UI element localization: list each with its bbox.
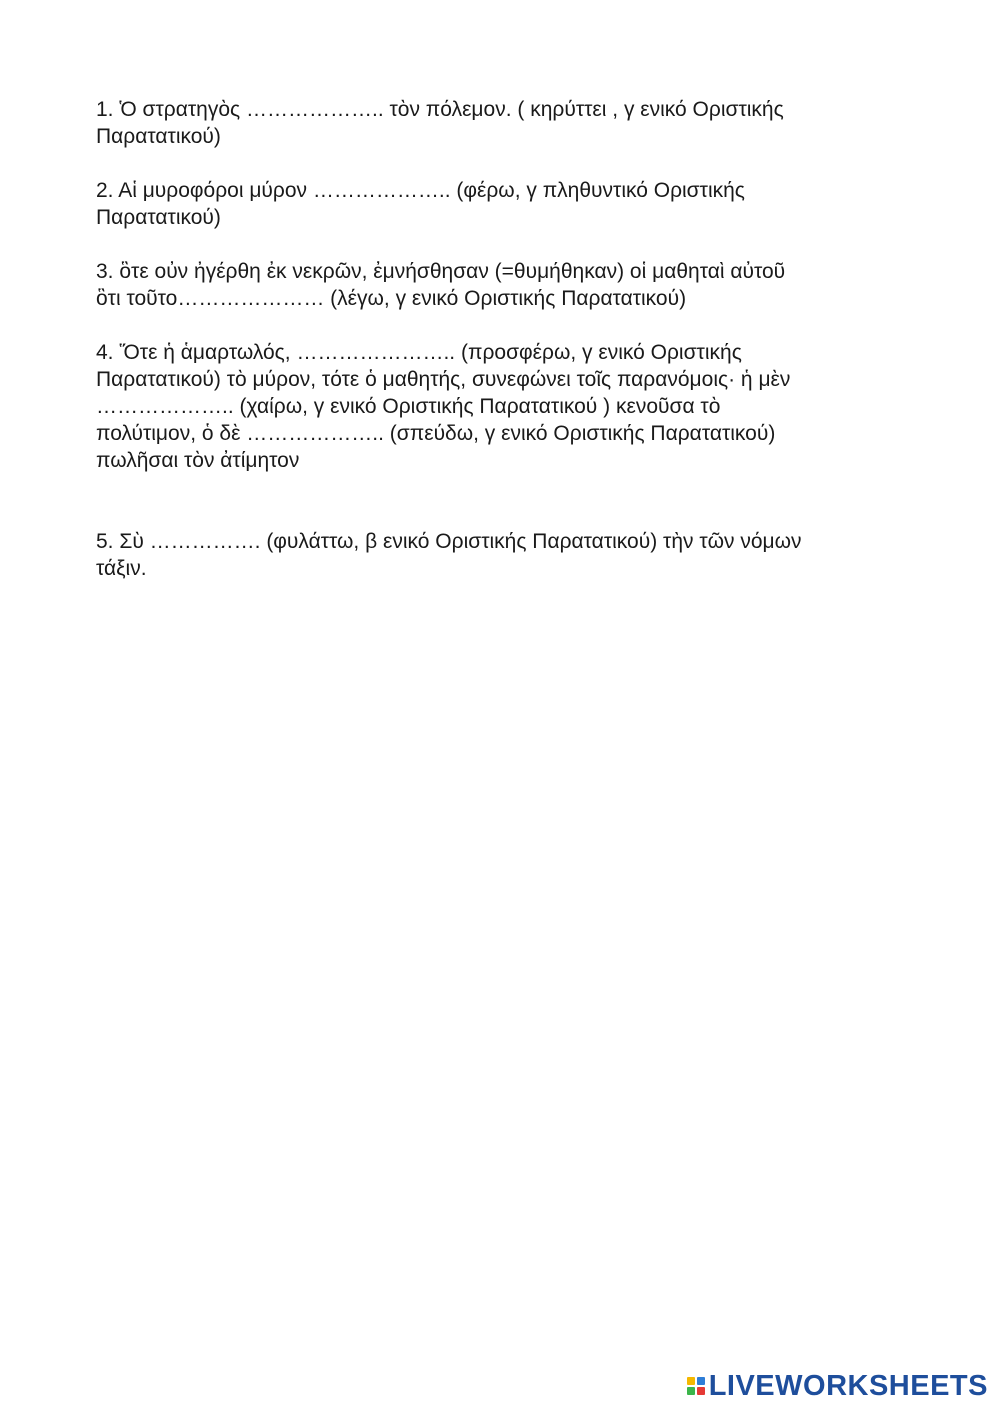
logo-square-green	[687, 1387, 695, 1395]
exercise-4: 4. Ὅτε ἡ ἁμαρτωλός, ………………….. (προσφέρω, γ ενικό Οριστικής Παρατατικού) τὸ μύρον, τότε ὁ μαθητής, συνεφώνει τοῖς παρανόμοις· ἡ μὲν ……………….. (χαίρω, γ ενικό Οριστικής Παρατατικού ) κενοῦσα τὸ πολύτιμον, ὁ δὲ ……………….. (σπεύδω, γ ενικό Οριστικής Παρατατικού) πωλῆσαι τὸν ἀτίμητον	[96, 341, 791, 472]
liveworksheets-wordmark: LIVEWORKSHEETS	[708, 1369, 988, 1402]
logo-square-yellow	[687, 1377, 695, 1385]
exercise-3: 3. ὃτε οὐν ἠγέρθη ἐκ νεκρῶν, ἐμνήσθησαν (=θυμήθηκαν) οἱ μαθηταὶ αὐτοῦ ὃτι τοῦτο………………… (λέγω, γ ενικό Οριστικής Παρατατικού)	[96, 260, 786, 310]
exercise-1: 1. Ὁ στρατηγὸς ……………….. τὸν πόλεμον. ( κηρύττει , γ ενικό Οριστικής Παρατατικού)	[96, 98, 784, 148]
liveworksheets-logo-icon	[687, 1377, 705, 1395]
logo-square-blue	[697, 1377, 705, 1385]
logo-square-red	[697, 1387, 705, 1395]
exercise-2: 2. Αἱ μυροφόροι μύρον ……………….. (φέρω, γ πληθυντικό Οριστικής Παρατατικού)	[96, 179, 745, 229]
liveworksheets-branding	[687, 1370, 988, 1402]
exercise-5: 5. Σὺ ……………. (φυλάττω, β ενικό Οριστικής Παρατατικού) τὴν τῶν νόμων τάξιν.	[96, 530, 802, 580]
worksheet-content	[96, 96, 896, 582]
